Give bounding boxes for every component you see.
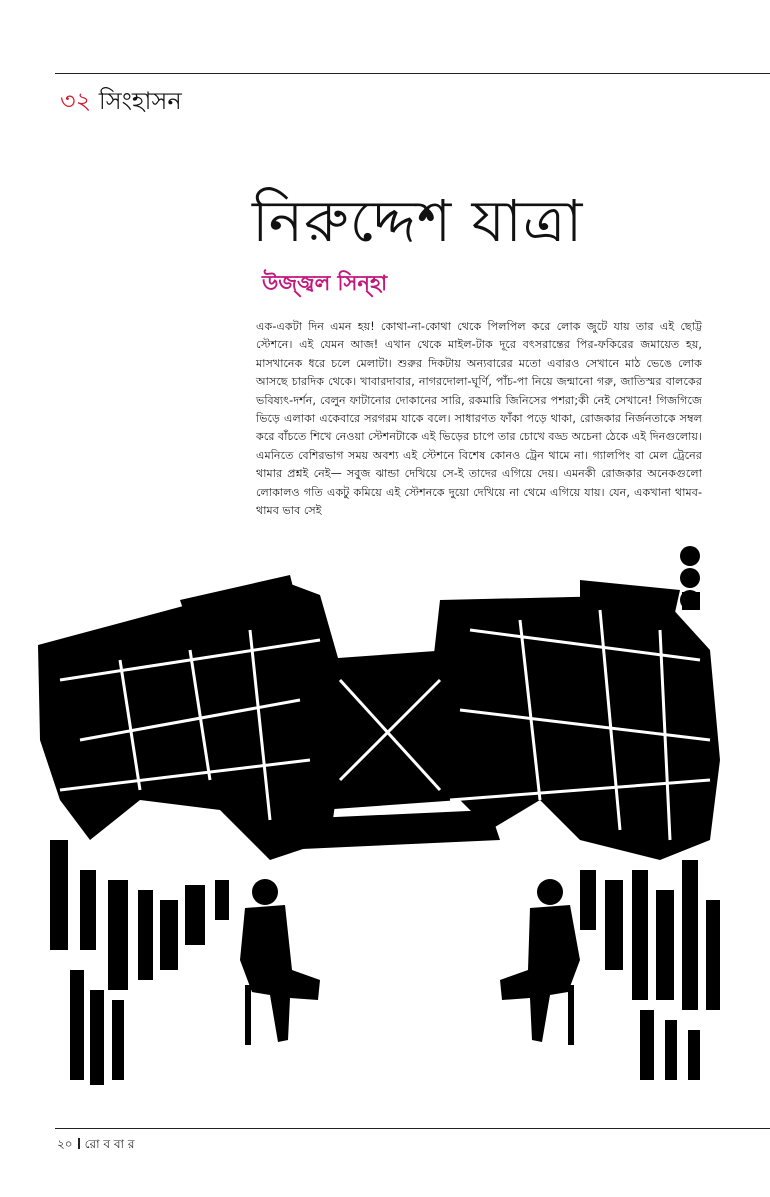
bottom-rule bbox=[55, 1128, 770, 1129]
article-title: নিরুদ্দেশ যাত্রা bbox=[252, 187, 584, 255]
block bbox=[90, 990, 104, 1085]
figure-right bbox=[500, 879, 580, 1045]
footer-page-number: ২০ bbox=[57, 1137, 73, 1151]
block bbox=[656, 890, 674, 1000]
block bbox=[70, 970, 84, 1080]
block bbox=[580, 870, 596, 930]
article-body: এক-একটা দিন এমন হয়! কোথা-না-কোথা থেকে পিলপিল করে লোক জুটে যায় তার এই ছোট্ট স্টেশনে। এই যেমন আজ! এখান থেকে মাইল-টাক দূরে বৎসরান্তের পির-ফকিরের জমায়েত হয়, মাসখানেক ধরে চলে মেলাটা। শুরুর দিকটায় অন্যবারের মতো এবারও সেখানে মাঠ ভেঙে লোক আসছে চারদিক থেকে। খাবারদাবার, নাগরদোলা-ঘূর্ণি, পাঁচ-পা নিয়ে জন্মানো গরু, জাতিস্মর বালকের ভবিষ্যৎ-দর্শন, বেলুন ফাটানোর দোকানের সারি, রকমারি জিনিসের পশরা;কী নেই সেখানে! গিজগিজে ভিড়ে এলাকা একেবারে সরগরম যাকে বলে। সাধারণত ফাঁকা পড়ে থাকা, রোজকার নির্জনতাকে সম্বল করে বাঁচতে শিখে নেওয়া স্টেশনটাকে এই ভিড়ের চাপে তার চোখে বড্ড অচেনা ঠেকে এই দিনগুলোয়। এমনিতে বেশিরভাগ সময় অবশ্য এই স্টেশনে বিশেষ কোনও ট্রেন থামে না। গ্যালপিং বা মেল ট্রেনের থামার প্রশ্নই নেই— সবুজ ঝান্ডা দেখিয়ে সে-ই তাদের এগিয়ে দেয়। এমনকী রোজকার অনেকগুলো লোকালও গতি একটু কমিয়ে এই স্টেশনকে দুয়ো দেখিয়ে না থেমে এগিয়ে যায়। যেন, একখানা থামব-থামব ভাব সেই bbox=[256, 320, 702, 518]
top-rule bbox=[55, 73, 770, 74]
section-page-number: ৩২ bbox=[60, 87, 92, 115]
block bbox=[215, 880, 229, 920]
block bbox=[688, 1030, 700, 1080]
block bbox=[138, 890, 153, 980]
woodcut-illustration bbox=[20, 540, 750, 1090]
footer-separator bbox=[78, 1138, 80, 1149]
article-author: উজ্জ্বল সিন্‌হা bbox=[262, 271, 388, 295]
block bbox=[108, 880, 128, 990]
figure-left bbox=[240, 879, 320, 1045]
block bbox=[632, 870, 648, 1000]
block bbox=[112, 1000, 124, 1080]
block bbox=[80, 870, 96, 950]
circle bbox=[680, 546, 700, 566]
block bbox=[605, 880, 623, 970]
block bbox=[640, 1010, 654, 1080]
footer bbox=[57, 1134, 134, 1154]
block bbox=[160, 900, 178, 970]
footer-magazine-name: রো ব বা র bbox=[84, 1137, 135, 1151]
block bbox=[682, 860, 698, 1010]
block bbox=[185, 885, 205, 945]
circle bbox=[680, 568, 700, 588]
block bbox=[682, 592, 700, 610]
section-name: সিংহাসন bbox=[98, 87, 182, 115]
block bbox=[706, 900, 720, 1010]
block bbox=[50, 840, 68, 950]
block bbox=[665, 1020, 677, 1080]
section-header bbox=[60, 84, 182, 118]
